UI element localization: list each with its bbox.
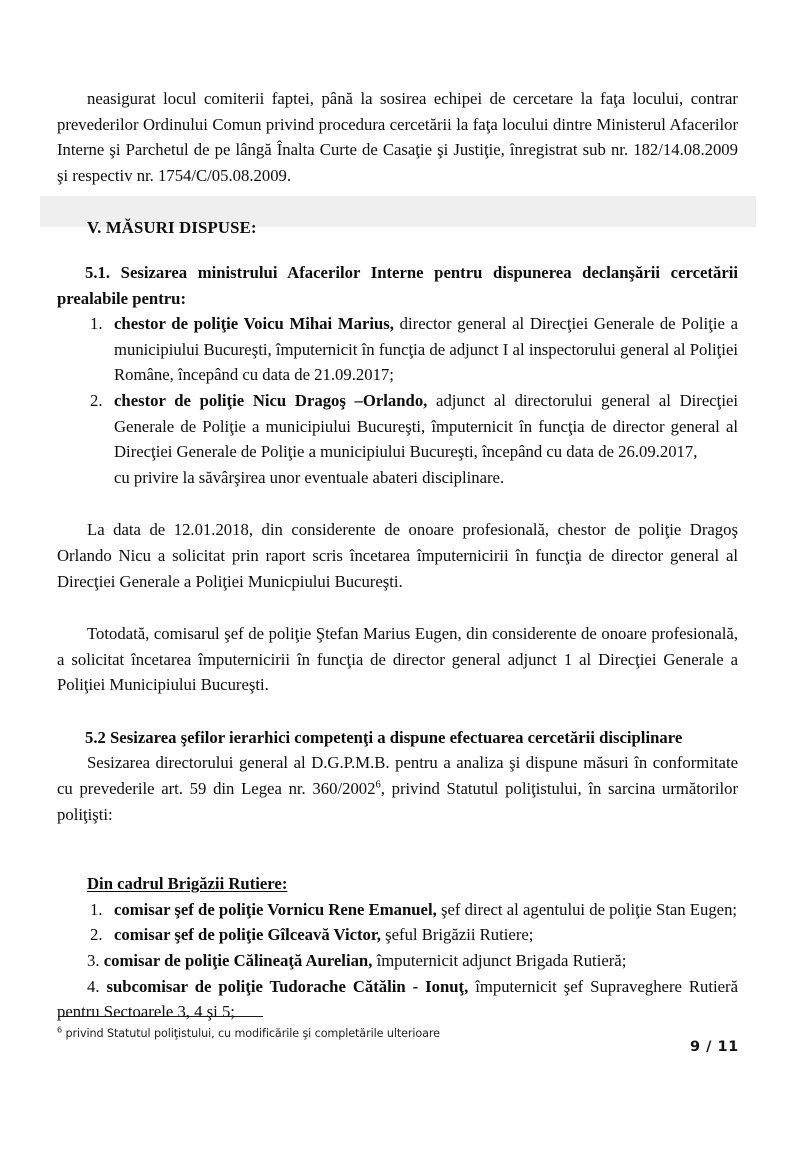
group-heading-brigada-rutiera: Din cadrul Brigăzii Rutiere: bbox=[87, 874, 288, 894]
section-heading-v: V. MĂSURI DISPUSE: bbox=[87, 218, 257, 238]
list-item-bold-lead: subcomisar de poliţie Tudorache Cătălin - Ionuţ, bbox=[106, 976, 469, 996]
list-item-text: şef direct al agentului de poliţie Stan Eugen; bbox=[436, 899, 738, 919]
spacer bbox=[57, 861, 738, 871]
spacer bbox=[57, 594, 738, 621]
list-item-number: 2. bbox=[90, 925, 103, 945]
intro-paragraph: neasigurat locul comiterii faptei, până la sosirea echipei de cercetare la faţa locului, contrar prevederilor Ordinului Comun privind procedura cercetării la faţa locului dintre Ministerul Afacerilor Interne şi Parchetul de pe lângă Înalta Curte de Casaţie şi Justiţie, înregistrat sub nr. 182/14.08.2009 şi respectiv nr. 1754/C/05.08.2009. bbox=[57, 89, 738, 185]
footnote-separator-rule bbox=[58, 1016, 263, 1017]
footnote bbox=[57, 1026, 657, 1042]
list-item bbox=[57, 897, 738, 923]
list-item-number: 1. bbox=[90, 899, 103, 919]
list-item-number: 1. bbox=[90, 314, 103, 334]
footnote-text: privind Statutul poliţistului, cu modificările şi completările ulterioare bbox=[62, 1027, 440, 1040]
list-item-bold-lead: comisar de poliţie Călineaţă Aurelian, bbox=[103, 951, 373, 971]
footnote-marker: 6 bbox=[57, 1025, 62, 1035]
list-item-tail-text: cu privire la săvârşirea unor eventuale abateri disciplinare. bbox=[114, 467, 505, 487]
list-item-number: 3. bbox=[87, 951, 100, 971]
page-number: 9 / 11 bbox=[690, 1039, 739, 1055]
list-item-bold-lead: chestor de poliţie Nicu Dragoş –Orlando, bbox=[114, 390, 428, 410]
spacer bbox=[57, 698, 738, 725]
list-item bbox=[57, 922, 738, 948]
list-item-text: şeful Brigăzii Rutiere; bbox=[380, 925, 534, 945]
list-item bbox=[57, 311, 738, 388]
spacer bbox=[57, 827, 738, 861]
subsection-52-body-text-a: Sesizarea directorului general al D.G.P.M.B. pentru a analiza şi dispune măsuri în conformitate cu prevederile art. 59 din Legea nr. 360/2002 bbox=[57, 753, 738, 799]
list-item-text: director general al Direcţiei Generale de Poliţie a municipiului Bucureşti, împuternicit în funcţia de adjunct I al inspectorului general al Poliţiei Române, începând cu data de 21.09.2017; bbox=[114, 314, 738, 385]
list-item bbox=[57, 974, 738, 1025]
document-body bbox=[57, 86, 738, 1025]
list-item-bold-lead: comisar şef de poliţie Vornicu Rene Emanuel, bbox=[114, 899, 437, 919]
list-item-text: împuternicit adjunct Brigada Rutieră; bbox=[372, 951, 627, 971]
spacer bbox=[57, 188, 738, 215]
subsection-52-body-text-b: , privind Statutul poliţistului, în sarcina următorilor poliţişti: bbox=[57, 779, 738, 824]
list-item-number: 2. bbox=[90, 390, 103, 410]
list-item-text: împuternicit şef Supraveghere Rutieră pentru Sectoarele 3, 4 şi 5; bbox=[57, 976, 738, 1022]
subsection-51-list bbox=[57, 311, 738, 490]
spacer bbox=[57, 490, 738, 517]
list-item-number: 4. bbox=[87, 976, 100, 996]
spacer bbox=[57, 241, 738, 260]
footnote-reference-marker: 6 bbox=[375, 779, 381, 791]
list-item bbox=[57, 948, 738, 974]
subsection-52-body bbox=[57, 750, 738, 827]
list-item-text: adjunct al directorului general al Direcţiei Generale de Poliţie a municipiului Bucureşti, împuternicit în funcţia de director general al Direcţiei Generale de Poliţie a municipiului Bucureşti, începând cu data de 26.09.2017, bbox=[114, 390, 738, 462]
list-item-bold-lead: comisar şef de poliţie Gîlceavă Victor, bbox=[114, 925, 381, 945]
paragraph-resignation-stefan: Totodată, comisarul şef de poliţie Ştefan Marius Eugen, din considerente de onoare profesională, a solicitat încetarea împuternicirii în funcţia de director general adjunct 1 al Direcţiei Generale a Poliţiei Municipiului Bucureşti. bbox=[57, 624, 738, 695]
paragraph-resignation-nicu: La data de 12.01.2018, din considerente de onoare profesională, chestor de poliţie Dragoş Orlando Nicu a solicitat prin raport scris încetarea împuternicirii în funcţia de director general al Direcţiei Generale a Poliţiei Municpiului Bucureşti. bbox=[57, 520, 738, 591]
list-item bbox=[57, 388, 738, 490]
subsection-51-heading: 5.1. Sesizarea ministrului Afacerilor Interne pentru dispunerea declanşării cercetării prealabile pentru: bbox=[57, 262, 738, 308]
subsection-52-heading: 5.2 Sesizarea şefilor ierarhici competenţi a dispune efectuarea cercetării disciplinare bbox=[85, 727, 683, 747]
subsection-52-list bbox=[57, 897, 738, 948]
list-item-bold-lead: chestor de poliţie Voicu Mihai Marius, bbox=[114, 314, 394, 334]
